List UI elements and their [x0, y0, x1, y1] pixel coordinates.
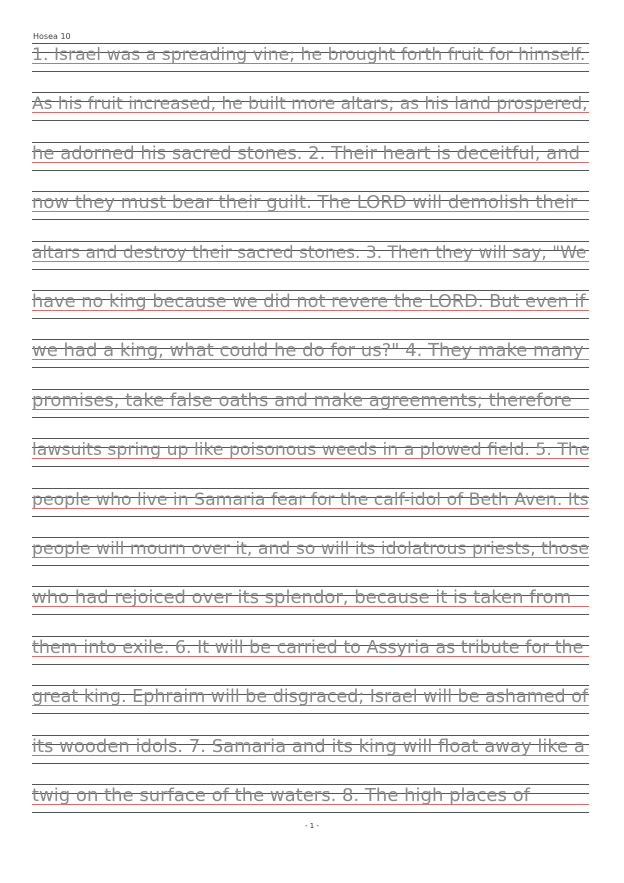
trace-text: its wooden idols. 7. Samaria and its king will float away like a [32, 735, 585, 757]
guide-line [32, 367, 589, 368]
trace-text: 1. Israel was a spreading vine; he brought forth fruit for himself. [32, 45, 586, 65]
guide-line [32, 120, 589, 121]
practice-line [32, 735, 589, 767]
practice-line [32, 241, 589, 273]
trace-text: twig on the surface of the waters. 8. The high places of [32, 785, 530, 806]
page-number: - 1 - [305, 822, 319, 830]
practice-line [32, 488, 589, 520]
trace-text: have no king because we did not revere the LORD. But even if [32, 292, 586, 312]
practice-line [32, 191, 589, 223]
trace-text: people who live in Samaria fear for the calf-idol of Beth Aven. Its [32, 489, 589, 510]
guide-line [32, 664, 589, 665]
guide-line [32, 516, 589, 517]
practice-line [32, 685, 589, 717]
trace-text: As his fruit increased, he built more altars; as his land prospered, [32, 94, 588, 115]
guide-line [32, 318, 589, 319]
trace-text: promises, take false oaths and make agreements; therefore [32, 389, 572, 411]
practice-line [32, 339, 589, 371]
practice-line [32, 142, 589, 174]
trace-text: altars and destroy their sacred stones. 3. Then they will say, "We [32, 242, 587, 263]
guide-line [32, 763, 589, 764]
trace-text: lawsuits spring up like poisonous weeds in a plowed field. 5. The [32, 440, 590, 461]
trace-text: people will mourn over it, and so will its idolatrous priests, those [32, 539, 589, 559]
guide-line [32, 170, 589, 171]
practice-line [32, 784, 589, 816]
guide-line [32, 417, 589, 418]
practice-line [32, 537, 589, 569]
trace-text: great king. Ephraim will be disgraced; Israel will be ashamed of [32, 687, 589, 708]
trace-text: who had rejoiced over its splendor, because it is taken from [32, 587, 572, 609]
practice-line [32, 389, 589, 421]
practice-line [32, 290, 589, 322]
guide-line [32, 614, 589, 615]
page-header-title: Hosea 10 [33, 32, 71, 41]
trace-text: he adorned his sacred stones. 2. Their heart is deceitful, and [32, 142, 581, 164]
guide-line [32, 219, 589, 220]
trace-text: we had a king, what could he do for us?" 4. They make many [32, 340, 584, 362]
guide-line [32, 812, 589, 813]
practice-line [32, 586, 589, 618]
practice-line [32, 92, 589, 124]
practice-line [32, 636, 589, 668]
trace-text: them into exile. 6. It will be carried to Assyria as tribute for the [32, 637, 584, 658]
guide-line [32, 565, 589, 566]
guide-line [32, 269, 589, 270]
guide-line [32, 466, 589, 467]
guide-line [32, 713, 589, 714]
practice-line [32, 43, 589, 75]
trace-text: now they must bear their guilt. The LORD will demolish their [32, 192, 578, 214]
practice-line [32, 438, 589, 470]
guide-line [32, 71, 589, 72]
